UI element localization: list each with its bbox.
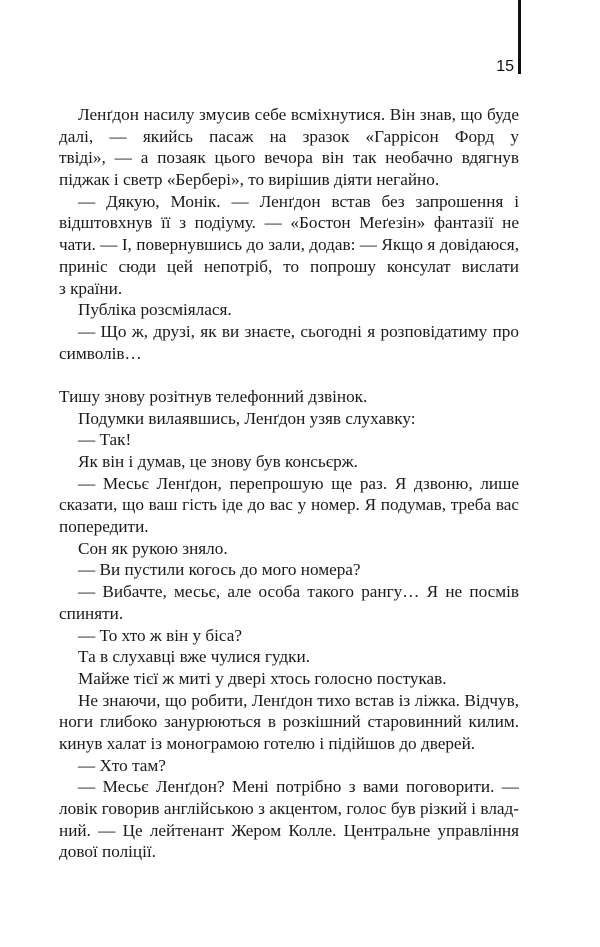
text-line: — Ви пустили когось до мого номера?: [78, 560, 361, 580]
paragraph: [59, 408, 519, 430]
paragraph: [59, 559, 519, 581]
text-line: приніс сюди цей непотріб, то попрошу консулат вислати: [59, 256, 519, 276]
text-line: попередити.: [59, 517, 149, 537]
text-line: Майже тієї ж миті у двері хтось голосно постукав.: [78, 668, 447, 688]
text-line: — Так!: [78, 430, 132, 450]
text-line: піджак і светр «Берберi», то вирішив діяти негайно.: [59, 170, 440, 190]
paragraph: [59, 451, 519, 473]
text-line: символів…: [59, 343, 142, 363]
paragraph: [59, 755, 519, 777]
text-line: — Вибачте, месьє, але особа такого рангу… Я не посмів: [78, 582, 519, 602]
text-line: дової поліції.: [59, 842, 156, 862]
page-edge-rule: [518, 0, 521, 74]
text-line: ноги глибоко занурюються в розкішний старовинний килим.: [59, 712, 519, 732]
text-line: Як він і думав, це знову був консьєрж.: [78, 452, 358, 471]
paragraph: [59, 473, 519, 538]
paragraph: [59, 386, 519, 408]
text-line: — Що ж, друзі, як ви знаєте, сьогодні я розповідатиму про: [78, 321, 519, 341]
text-line: ний. — Це лейтенант Жером Колле. Центральне управління: [59, 820, 519, 840]
text-line: Подумки вилаявшись, Ленґдон узяв слухавку:: [78, 408, 416, 428]
text-line: — Месьє Ленґдон? Мені потрібно з вами поговорити. —: [78, 777, 519, 797]
paragraph: [59, 299, 519, 321]
paragraph: [59, 429, 519, 451]
text-line: Ленґдон насилу змусив себе всміхнутися. Він знав, що буде: [78, 105, 519, 124]
text-line: Публіка розсміялася.: [78, 300, 232, 320]
paragraph: [59, 690, 519, 755]
paragraph: [59, 104, 519, 191]
text-line: Сон як рукою зняло.: [78, 538, 228, 558]
page-number: 15: [496, 58, 514, 75]
paragraph: [59, 668, 519, 690]
section-break: [59, 364, 519, 386]
text-line: далі, — якийсь пасаж на зразок «Гаррісон Форд у: [59, 126, 519, 146]
text-line: ловік говорив англійською з акцентом, голос був різкий і влад-: [59, 799, 519, 818]
paragraph: [59, 538, 519, 560]
text-line: твіді», — а позаяк цього вечора він так необачно вдягнув: [59, 148, 519, 168]
text-line: — Дякую, Монік. — Ленґдон встав без запрошення і: [78, 191, 519, 211]
text-line: кинув халат із монограмою готелю і підійшов до дверей.: [59, 733, 476, 753]
text-line: Тишу знову розітнув телефонний дзвінок.: [59, 386, 368, 406]
paragraph: [59, 646, 519, 668]
paragraph: [59, 625, 519, 647]
paragraph: [59, 776, 519, 863]
paragraph: [59, 321, 519, 364]
text-line: спиняти.: [59, 603, 124, 623]
body-text: [59, 104, 519, 863]
text-line: Та в слухавці вже чулися гудки.: [78, 647, 311, 667]
text-line: Не знаючи, що робити, Ленґдон тихо встав із ліжка. Відчув,: [78, 690, 519, 710]
paragraph: [59, 581, 519, 624]
text-line: — То хто ж він у біса?: [78, 625, 242, 645]
text-line: відштовхнув її з подіуму. — «Бостон Меґезін» фантазії не: [59, 213, 519, 233]
text-line: чати. — І, повернувшись до зали, додав: — Якщо я довідаюся,: [59, 235, 519, 255]
text-line: — Хто там?: [78, 755, 166, 775]
text-line: з країни.: [59, 278, 123, 298]
text-line: — Месьє Ленґдон, перепрошую ще раз. Я дзвоню, лише: [78, 473, 519, 493]
paragraph: [59, 191, 519, 299]
text-line: сказати, що ваш гість іде до вас у номер. Я подумав, треба вас: [59, 495, 519, 515]
